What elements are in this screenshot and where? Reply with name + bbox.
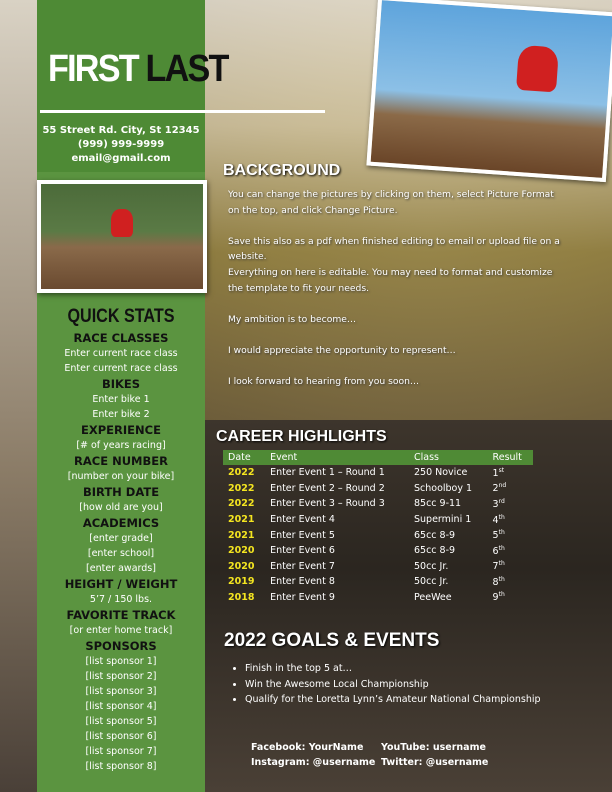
goal-item: • Win the Awesome Local Championship [245,677,541,693]
column-header: Date [223,450,265,465]
stat-value: [how old are you] [79,502,163,513]
stat-label: SPONSORS [85,639,157,653]
result-cell [488,527,533,543]
result-place: 2 [492,483,499,495]
class-cell: Supermini 1 [413,514,472,526]
result-suffix: st [498,466,505,474]
result-suffix: th [498,529,505,537]
result-cell [488,590,533,606]
result-suffix: th [498,560,505,568]
stat-value: Enter bike 2 [92,409,150,420]
result-suffix: th [498,575,505,583]
column-header: Result [488,450,533,465]
date-cell: 2018 [228,592,255,604]
table-row [223,512,533,528]
stat-label: EXPERIENCE [81,423,161,437]
goal-item: • Qualify for the Loretta Lynn’s Amateur National Championship [245,692,541,708]
stat-value: Enter current race class [64,348,178,359]
contact-info [37,124,205,166]
result-place: 9 [492,592,499,604]
quick-stats [37,306,205,774]
stat-label: BIRTH DATE [82,485,160,499]
background-title: BACKGROUND [223,162,341,179]
stat-value: [# of years racing] [76,440,166,451]
result-cell [488,559,533,575]
goals-list [245,661,541,708]
table-row [223,496,533,512]
stat-label: RACE CLASSES [73,331,169,345]
stat-value: [enter awards] [86,563,156,574]
event-cell: Enter Event 7 [270,560,335,572]
stat-value: [enter school] [87,548,155,559]
background-paragraph: Everything on here is editable. You may need to format and customize the template to fit your needs. [228,266,553,294]
stat-value: [list sponsor 1] [85,656,157,667]
result-place: 4 [492,514,499,526]
stat-label: BIKES [101,377,141,391]
stat-value: 5’7 / 150 lbs. [89,594,153,605]
event-cell: Enter Event 1 – Round 1 [270,467,385,479]
class-cell: Schoolboy 1 [413,482,473,494]
result-cell [488,496,533,512]
divider [40,110,325,113]
youtube: YouTube: username [381,742,486,753]
event-cell: Enter Event 3 – Round 3 [270,498,385,510]
social-right [381,740,488,770]
background-texture [0,0,37,792]
stat-value: [or enter home track] [69,625,173,636]
stat-label: FAVORITE TRACK [66,608,176,622]
result-cell [488,512,533,528]
table-row [223,559,533,575]
event-cell: Enter Event 5 [270,529,335,541]
background-text [228,187,568,405]
quick-stats-title: QUICK STATS [67,306,175,327]
date-cell: 2021 [228,514,255,526]
class-cell: 65cc 8-9 [413,529,456,541]
result-place: 7 [492,561,499,573]
table-row [223,543,533,559]
stat-value: [list sponsor 6] [85,731,157,742]
table-row [223,527,533,543]
event-cell: Enter Event 2 – Round 2 [270,482,385,494]
table-row [223,574,533,590]
rider-photo-large[interactable] [366,0,612,182]
table-row [223,465,533,481]
stat-value: Enter current race class [64,363,178,374]
column-header: Class [409,450,488,465]
phone: (999) 999-9999 [77,139,165,150]
result-cell [488,574,533,590]
rider-photo-small[interactable] [37,180,207,293]
stat-value: Enter bike 1 [92,394,150,405]
career-table [223,450,533,605]
class-cell: 85cc 9-11 [413,498,462,510]
background-paragraph: You can change the pictures by clicking on them, select Picture Format on the top, and click Change Picture. [228,189,554,216]
event-cell: Enter Event 6 [270,545,335,557]
stat-label: RACE NUMBER [74,454,168,468]
stat-value: [number on your bike] [67,471,175,482]
email: email@gmail.com [71,153,171,164]
table-row [223,590,533,606]
twitter: Twitter: @username [381,757,489,768]
stat-label: HEIGHT / WEIGHT [64,577,178,591]
result-suffix: th [498,513,505,521]
event-cell: Enter Event 9 [270,592,335,604]
background-paragraph: I look forward to hearing from you soon… [228,376,420,388]
result-place: 6 [492,545,499,557]
date-cell: 2022 [228,498,255,510]
column-header: Event [265,450,409,465]
date-cell: 2019 [228,576,255,588]
address: 55 Street Rd. City, St 12345 [42,125,200,136]
instagram: Instagram: @username [251,757,376,768]
stat-value: [list sponsor 5] [85,716,157,727]
class-cell: 50cc Jr. [413,560,449,572]
stat-value: [enter grade] [89,533,153,544]
table-row [223,481,533,497]
date-cell: 2022 [228,467,255,479]
result-place: 3 [492,499,499,511]
result-place: 5 [492,530,499,542]
result-cell [488,481,533,497]
result-suffix: th [498,544,505,552]
stat-value: [list sponsor 8] [85,761,157,772]
stat-value: [list sponsor 4] [85,701,157,712]
result-cell [488,543,533,559]
facebook: Facebook: YourName [251,742,364,753]
event-cell: Enter Event 8 [270,576,335,588]
result-cell [488,465,533,481]
result-place: 1 [492,467,499,479]
result-suffix: nd [498,482,507,490]
result-suffix: th [498,591,505,599]
class-cell: PeeWee [413,592,452,604]
social-left [251,740,375,770]
class-cell: 50cc Jr. [413,576,449,588]
class-cell: 250 Novice [413,467,468,479]
stat-value: [list sponsor 2] [85,671,157,682]
stat-value: [list sponsor 3] [85,686,157,697]
result-suffix: rd [498,497,505,505]
first-name: FIRST [48,48,138,90]
date-cell: 2022 [228,482,255,494]
goal-item: • Finish in the top 5 at… [245,661,541,677]
name-heading [48,48,228,91]
event-cell: Enter Event 4 [270,514,335,526]
background-paragraph: I would appreciate the opportunity to represent… [228,344,456,356]
last-name: LAST [145,48,228,90]
goals-title: 2022 GOALS & EVENTS [224,630,440,651]
background-paragraph: My ambition is to become… [228,313,357,325]
class-cell: 65cc 8-9 [413,545,456,557]
stat-value: [list sponsor 7] [85,746,157,757]
career-title: CAREER HIGHLIGHTS [216,428,387,445]
date-cell: 2020 [228,560,255,572]
result-place: 8 [492,577,499,589]
stat-label: ACADEMICS [82,516,160,530]
background-paragraph: Save this also as a pdf when finished editing to email or upload file on a website. [228,235,560,263]
date-cell: 2021 [228,529,255,541]
date-cell: 2020 [228,545,255,557]
